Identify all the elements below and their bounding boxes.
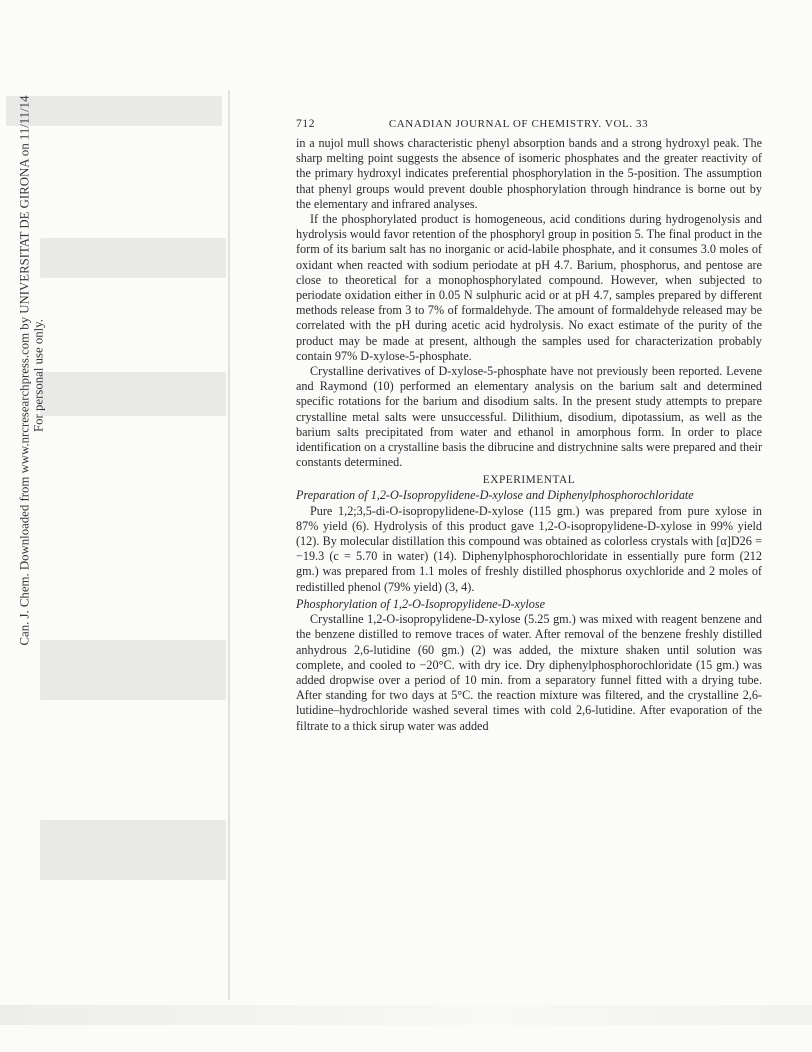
subsection-title: Phosphorylation of 1,2-O-Isopropylidene-D-xylose (296, 596, 545, 611)
paragraph: in a nujol mull shows characteristic phenyl absorption bands and a strong hydroxyl peak. The sharp melting point suggests the absence of isomeric phosphates and the greater reactivity of the primary hydroxyl indicates preferential phosphorylation in the 5-position. The assumption that phenyl groups would prevent double phosphorylation through hindrance is borne out by the elementary and infrared analyses. (296, 136, 762, 211)
subsection-title: Preparation of 1,2-O-Isopropylidene-D-xylose and Diphenylphosphorochloridate (296, 488, 694, 503)
paragraph: Crystalline 1,2-O-isopropylidene-D-xylose (5.25 gm.) was mixed with reagent benzene and the benzene distilled to remove traces of water. After removal of the benzene freshly distilled anhydrous 2,6-lutidine (60 gm.) (2) was added, the mixture shaken until solution was complete, and cooled to −20°C. with dry ice. Dry diphenylphosphorochloridate (15 gm.) was added dropwise over a period of 10 min. from a separatory funnel fitted with a drying tube. After standing for two days at 5°C. the reaction mixture was filtered, and the crystalline 2,6-lutidine–hydrochloride washed several times with cold 2,6-lutidine. After evaporation of the filtrate to a thick sirup water was added (296, 612, 762, 733)
paragraph: If the phosphorylated product is homogeneous, acid conditions during hydrogenolysis and hydrolysis would favor retention of the phosphoryl group in position 5. The final product in the form of its barium salt has no inorganic or acid-labile phosphate, and it consumes 3.0 moles of oxidant when reacted with sodium periodate at pH 4.7. Barium, phosphorus, and pentose are close to theoretical for a monophosphorylated compound. However, when subjected to periodate oxidation either in 0.05 N sulphuric acid or at pH 4.7, samples prepared by different methods release from 3 to 7% of formaldehyde. The amount of formaldehyde released may be correlated with the pH during acetic acid hydrolysis. No exact estimate of the purity of the product may be made at present, although the samples used for characterization probably contain 97% D-xylose-5-phosphate. (296, 212, 762, 363)
scan-artifact (228, 90, 230, 1000)
page-number: 712 (296, 118, 316, 130)
download-note-line1: Can. J. Chem. Downloaded from www.nrcresearchpress.com by UNIVERSITAT DE GIRONA on 11/11/14 (17, 95, 32, 646)
download-note-line2: For personal use only. (31, 319, 46, 432)
section-title: EXPERIMENTAL (482, 474, 576, 487)
scan-artifact (40, 238, 226, 278)
scan-artifact (0, 1005, 812, 1025)
download-note (0, 95, 46, 650)
scan-artifact (40, 640, 226, 700)
running-header (296, 118, 762, 130)
journal-title: CANADIAN JOURNAL OF CHEMISTRY. VOL. 33 (388, 118, 649, 130)
page-body (296, 118, 762, 734)
paragraph: Pure 1,2;3,5-di-O-isopropylidene-D-xylose (115 gm.) was prepared from pure xylose in 87% yield (6). Hydrolysis of this product gave 1,2-O-isopropylidene-D-xylose in 99% yield (12). By molecular distillation this compound was obtained as colorless crystals with [α]D26 = −19.3 (c = 5.70 in water) (14). Diphenylphosphorochloridate in essentially pure form (212 gm.) was prepared from 1.1 moles of freshly distilled phosphorus oxychloride and 2 moles of redistilled phenol (79% yield) (3, 4). (296, 503, 762, 594)
scan-artifact (40, 820, 226, 880)
paragraph: Crystalline derivatives of D-xylose-5-phosphate have not previously been reported. Levene and Raymond (10) performed an elementary analysis on the barium salt and determined specific rotations for the barium and disodium salts. In the present study attempts to prepare crystalline metal salts were unsuccessful. Dilithium, disodium, dipotassium, as well as the barium salts precipitated from water and ethanol in amorphous form. In order to place identification on a crystalline basis the dibrucine and distrychnine salts were prepared and their constants determined. (296, 364, 762, 470)
scan-artifact (40, 372, 226, 416)
